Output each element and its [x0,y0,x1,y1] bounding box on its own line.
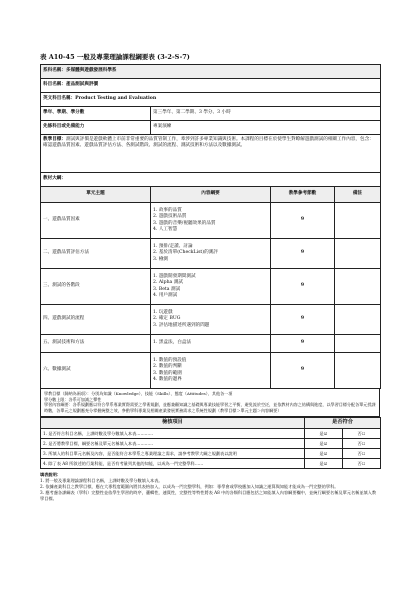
prerequisite-label: 先修科目或先備能力 [41,121,151,135]
table-row [41,448,381,458]
note-line: 學教目標（歸納為兩項）：分別為知識（Knowledge）、技能（Skills）、態度（Attitudes）、其他各一項 [44,391,233,396]
header-hours: 教學參考節數 [271,187,335,203]
content-item: 2. 數值的判斷 [153,364,182,370]
unit-hours: 9 [271,203,335,239]
yes-checkbox[interactable]: 是☑ [305,458,343,468]
table-row [41,335,381,353]
checklist-header-items: 檢核項目 [41,417,305,428]
table-row [41,428,381,438]
unit-hours: 9 [271,353,335,389]
content-item: 2. 基於清單(CheckList)的測評 [153,250,218,256]
unit-remark [335,305,381,335]
checklist-table [40,417,381,469]
unit-topic: 四、遊戲測試的流程 [41,305,151,335]
unit-topic: 六、數據測試 [41,353,151,389]
header-unit: 單元主題 [41,187,151,203]
schedule-label: 學年、學期、學分數 [41,107,151,121]
checklist-header-compliance: 是否符合 [305,417,381,428]
table-row [41,269,381,305]
schedule-value: 第三學年、第二學期、3 學分、3 小時 [151,107,381,121]
content-item: 4. 數值的邊界 [153,376,182,382]
content-item: 2. Alpha 測試 [153,280,183,286]
footnotes [40,472,380,502]
yes-checkbox[interactable]: 是☑ [305,428,343,438]
unit-topic: 一、遊戲品質因素 [41,203,151,239]
unit-hours: 9 [271,239,335,269]
unit-content [151,269,271,305]
header-content: 內容綱要 [151,187,271,203]
footnote-item: 2. 依據產業科目之教學目標，應在大專程度範圍內將其表格加入，以成為一門完整學科，例如：專學會或學校應加入知識之運算與知能才能成為一門完整的學科。 [40,484,339,490]
unit-hours: 9 [271,335,335,353]
note-line: 學習內容綱要：各系規劃應以符合學系專業實際需要之學術規劃，並應兼顧知識之基礎與專業技能學習之平衡，避免流於空泛，並依教材內容之結構與進度，以學習目標分配各單元授課時數，各單元之規劃應充分掌握統整之效，參酌學科專業及相關產業發展實務需求之系統性規劃（教學目標＞單元主題＞內容綱要） [44,402,376,414]
table-row [41,203,381,239]
checklist-item: 2. 是否將教學目標，綱要名稱及單元名稱填入本表………… [41,438,305,448]
unit-content [151,305,271,335]
teaching-goal-label: 教學目標： [43,136,66,142]
department-name: 系科名稱：多媒體與遊戲發展科學系 [41,65,381,79]
note-line: 學分數上限：各系可加減之彈性 [44,396,102,402]
table-row [41,438,381,448]
unit-remark [335,353,381,389]
course-name-zh: 科目名稱：產品測試與評價 [41,79,381,93]
checklist-item: 4. 除了表 A8 所敘述的行業科能，是否有考量列其他的知能，以成為一門完整學科…… [41,458,305,468]
header-remark: 備註 [335,187,381,203]
content-item: 1. 故事的品質 [153,207,182,213]
unit-content [151,239,271,269]
prerequisite-value: 專案演練 [151,121,381,135]
course-name-en: 英文科目名稱：Product Testing and Evaluation [41,93,381,107]
unit-remark [335,203,381,239]
content-item: 3. 評估地描述所遇到的問題 [153,322,210,328]
unit-content [151,203,271,239]
no-checkbox[interactable]: 否☐ [343,448,381,458]
unit-content [151,353,271,389]
outline-label: 教材大綱： [41,173,381,187]
content-item: 1. 數值的預設值 [153,357,187,363]
course-outline-page [40,52,380,502]
table-row [41,305,381,335]
checklist-item: 3. 所填入的科目單元名稱及內容，是否能符合本學系之專業理論之需求，請參考教學大綱之規劃表以說明 [41,448,305,458]
table-row [41,458,381,468]
content-item: 1. 預排/走讀、討論 [153,244,193,249]
notes-box [40,389,380,417]
content-item: 3. 檢測 [153,256,169,262]
unit-remark [335,335,381,353]
table-row [41,239,381,269]
content-item: 2. 確定 BUG [153,316,181,322]
unit-topic: 三、測試的各階段 [41,269,151,305]
content-item: 1. 黑盒法，白盒法 [153,340,192,346]
unit-hours: 9 [271,305,335,335]
teaching-goal-text: 測試與評價是遊戲軟體上市前非常重要的品質管制工作，牽涉到許多專業知識與技術。本課程的目標在於使學生對瞭解遊戲測試的相關工作內容，包含：確認遊戲品質因素、遊戲品質評估方法、各測試階段、測試的流程、測試技術和方法以及數據測試。 [43,136,374,148]
no-checkbox[interactable]: 否☐ [343,438,381,448]
content-item: 3. 數值的範圍 [153,370,182,376]
footnotes-title: 填表說明： [40,471,61,477]
content-item: 2. 遊戲技術品質 [153,214,187,220]
unit-topic: 二、遊戲品質評估方法 [41,239,151,269]
page-title: 表 A10-45 一般及專業理論課程綱要表 (3-2-S-7) [40,53,190,61]
content-item: 1. 玩遊戲 [153,310,173,315]
content-item: 3. Beta 測試 [153,286,181,292]
footnote-item: 3. 應考慮各課綱表（學科）完整性並依學生學習的時序，邏輯性，連貫性，完整性等特性將表 A8 中的各類科目應包括之知能填入內容綱要欄中，並統行綱要名稱及單元名稱並填入教學目標。 [40,490,377,502]
yes-checkbox[interactable]: 是☑ [305,448,343,458]
unit-hours: 9 [271,269,335,305]
content-item: 4. 人工智慧 [153,226,178,232]
content-item: 1. 遊戲開發期間測試 [153,273,196,279]
table-row [41,353,381,389]
content-item: 4. 用戶測試 [153,292,178,298]
course-info-table [40,64,381,389]
footnote-item: 1. 將一般及專業理論課程科目名稱，上課時數及學分數填入本表。 [40,477,163,483]
teaching-goal [41,135,381,173]
unit-remark [335,239,381,269]
yes-checkbox[interactable]: 是☑ [305,438,343,448]
no-checkbox[interactable]: 否☐ [343,428,381,438]
no-checkbox[interactable]: 否☐ [343,458,381,468]
unit-remark [335,269,381,305]
content-item: 3. 遊戲的音樂/視聽效果的品質 [153,220,216,226]
checklist-item: 1. 是否符合科目名稱，上課時數及學分數填入本表………… [41,428,305,438]
unit-topic: 五、測試技術和方法 [41,335,151,353]
unit-content [151,335,271,353]
